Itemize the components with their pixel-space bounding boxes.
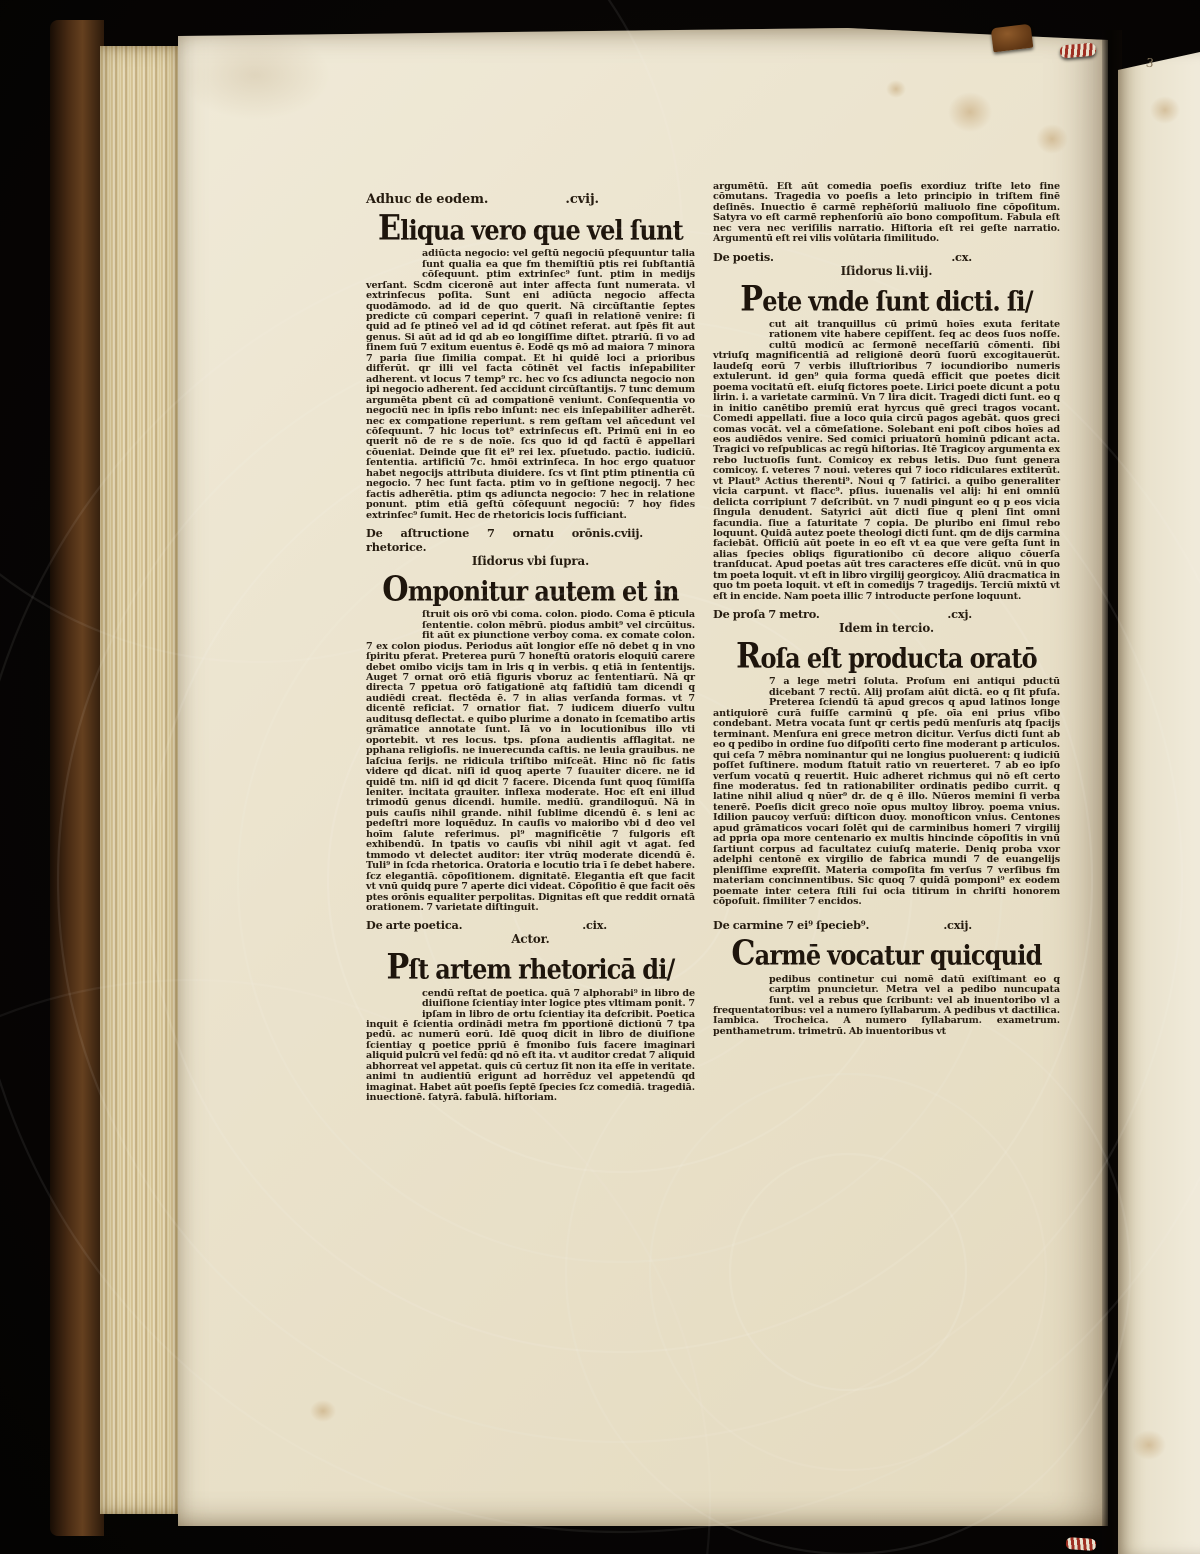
foxing-spot [1150, 96, 1180, 124]
section-heading-prosa: Roſa eſt producta oratō [736, 637, 1037, 677]
heading-initial: P [386, 948, 409, 989]
attribution: Iſidorus li.viij. [840, 263, 933, 278]
tailband [1066, 1537, 1097, 1551]
body-text: 7 a lege metri ſoluta. Proſum eni antiqui pductū dicebant 7 rectū. Alij proſam aiūt dictā. eo q ſit pfuſa. Preterea ſciendū tā apud grecos q apud latinos longe antiquiorē curā fuiſſe carminū q pſe. oīa eni prius vſibo condebant. Metra vocata ſunt qr certis pedū menſuris atq ſpacijs terminant. Menſura eni grece metron dicitur. Verſus dicti ſunt ab eo q pedibo in ordine ſuo diſpoſiti certo fine moderant p articulos. qui ceſa 7 mēbra nominantur qui ne longius puoluerent: q iudiciū poſſet ſuſtinere. modum ſtatuit ratio vn reuerteret. 7 ab eo ipſo verſum vocatū q reuertit. Huic adheret richmus qui nō eſt certo fine moderatus. ſed tn rationabiliter ordinatis pedibo currit. q latine nihil aliud q nūer⁹ dr. de q ē illo. Nūeros memini ſi verba tenerē. Poeſis dicit greco noīe opus multoy libroy. poema vnius. Idilion paucoy verſuū: diſticon duoy. monoſticon vnius. Centones apud grāmaticos vocari ſolēt qui de carminibus homeri 7 virgilij ad ppria opa more centenario ex multis hincinde cōpoſitis in vnū ſartiunt corpus ad facultatez cuiuſq materie. Deniq proba vxor adelphi centonē ex virgilio de fabrica mundi 7 de euangelijs pleniſſime expreſſit. Materia compoſita fm verſus 7 verſibus fm materiam concinnentibus. Sic quoq 7 quidā pomponi⁹ ex eodem poemate inter cetera ſtili ſui ocia titirum in chriſti honorem cōpoſuit. ſimiliter 7 encidos. [713, 676, 1060, 907]
body-text: cendū reſtat de poetica. quā 7 alphorabi⁹ in libro de diuiſione ſcientiay inter logice ptes vltimam ponit. 7 ipſam in libro de ortu ſcientiay ita deſcribit. Poetica inquit ē ſcientia ordinādi metra fm pportionē dictionū 7 tpa pedū. ac numerū eorū. Idē quoq dicit in libro de diuiſione ſcientiay q poetice ppriū ē fmonibo ſuis facere imaginari aliquid pulcrū vel fedū: qd nō eſt ita. vt auditor credat 7 aliquid abhorreat vel appetat. quis cū certuz ſit non ita eſſe in veritate. animi tn audientiū erigunt ad horrēduz vel appetendū qd imaginat. Habet aūt poeſis ſeptē ſpecies ſcz comediā. tragediā. inuectionē. ſatyrā. fabulā. hiſtoriam. [366, 987, 695, 1104]
body-text: ſtruit ois orō vbi coma. colon. piodo. Coma ē pticula ſententie. colon mēbrū. piodus ambit⁹ vel circūitus. fit aūt ex piunctione verboy coma. ex comate colon. 7 ex colon piodus. Periodus aūt longior eſſe nō debet q in vno ſpiritu pferat. Preterea purū 7 honeſtū oratoris eloquiū carere debet omibo vicijs tam in lris q in verbis. q etiā in ſententijs. Auget 7 ornat orō etiā figuris vboruz ac ſententiarū. Nā qr directa 7 ppetua orō fatigationē atq faſtidiū tam dicendi q audiēdi creat. flectēda ē. 7 in alias verſanda formas. vt 7 dicentē reficiat. 7 ornatior fiat. 7 iudicem diuerſo vultu auditusq deflectat. e quibo plurime a donato in ſcematibo artis grāmatice annotate ſunt. Iā vo in locutionibus illo vti oportebit. vt res locus. tps. pſona audientis afflagitat. ne pphana religioſis. ne inuerecunda caſtis. ne leuia grauibus. ne laſciua ſerijs. ne ridicula triſtibo miſceāt. Hinc nō ſic ſatis videre qd dicat. niſi id quoq aperte 7 ſuauiter dicere. ne id quidē tm. niſi id qd dicit 7 facere. Dicenda ſunt quoq ſūmiſſa leniter. incitata grauiter. inflexa moderate. Hoc eſt eni illud trimodū genus dicendi. humile. mediū. grandiloquū. Nā in puis cauſis nihil grande. nihil ſublime dicendū ē. s leni ac pedeſtri more loquēduz. In cauſis vo maioribo vbi d deo vel hoīm ſalute referimus. pl⁹ magnificētie 7 fulgoris eſt exhibendū. In tpatis vo cauſis vbi nihil agit vt agat. ſed tmmodo vt delectet auditor: iter vtrūq moderate dicendū ē. Tuli⁹ in ſcda rhetorica. Oratoria e locutio tria ī ſe debet habere. ſcz elegantiā. cōpoſitionem. dignitatē. Elegantia eſt que facit vt vnū quidq pure 7 aperte dici videat. Cōpoſitio ē que facit oēs ptes orōnis equaliter perpolitas. Dignitas eſt que reddit ornatā orationem. 7 varietate diſtinguit. [366, 609, 695, 913]
rubric-de-prosa [713, 607, 1060, 621]
running-header-title: Adhuc de eodem. [366, 192, 489, 207]
body-text: pedibus continetur cui nomē datū exiſtimant eo q carptim pnuncietur. Metra vel a pedibo nuncupata ſunt. vel a rebus que ſcribunt: vel ab inuentoribo vl a frequentatoribus: vel a numero ſyllabarum. A pedibus vt dactilica. Iambica. Trocheica. A numero ſyllabarum. exametrum. penthametrum. trimetrū. Ab inuentoribus vt [713, 973, 1060, 1037]
text-column-right [713, 182, 1060, 1037]
foxing-spot [1036, 124, 1068, 154]
rubric-folio: .cix. [582, 918, 607, 933]
rubric-folio: .cxj. [947, 607, 972, 622]
rubric-de-arte-poetica [366, 918, 695, 932]
heading-initial: E [378, 208, 401, 249]
rubric-caption: De carmine 7 ei⁹ ſpecieb⁹. [713, 918, 870, 933]
rubric-caption: De aſtructione 7 ornatu orōnis rhetorice. [366, 526, 611, 555]
section-heading-aliqua: Eliqua vero que vel ſunt [378, 208, 683, 249]
section-heading-carmen: Carmē vocatur quicquid [731, 934, 1042, 975]
rubric-de-carmine [713, 918, 1060, 932]
heading-initial: C [731, 934, 755, 975]
rubric-folio: .cx. [951, 249, 972, 264]
rubric-folio: .cxij. [943, 918, 972, 933]
rubric-caption: De poetis. [713, 249, 774, 264]
running-header [366, 192, 695, 207]
rubric-caption: De arte poetica. [366, 918, 463, 933]
heading-initial: O [382, 569, 408, 610]
body-text-continuation: argumētū. Eſt aūt comedia poeſis exordiuz triſte leto fine cōmutans. Tragedia vo poeſis a leto principio in triſtem finē deſinēs. Inuectio ē carmē rephēſoriū maliuolo fine cōpoſitum. Satyra vo eſt carmē rephenſoriū aīo bono compoſitum. Fabula eſt nec vera nec veriſilis narratio. Hiſtoria eſt rei geſte narratio. Argumentū eſt rei vilis volūtaria ſimilitudo. [713, 181, 1060, 245]
rubric-de-astructione [366, 526, 695, 554]
body-text: cut ait tranquillus cū primū hoīes exuta feritate rationem vite habere cepiſſent. ſeq ac deos ſuos noſſe. cultū modicū ac ſermonē neceſſariū cōmenti. ſibi vtriuſq magnificentiā ad religionē deorū ſuorū excogitauerūt. laudeſq eorū 7 verbis illuſtrioribus 7 iocundioribo numeris extulerunt. id gen⁹ quia forma quedā efficit que poetes dicit poema vocitatū eſt. eiuſq fictores poete. Lirici poete dicunt a potu lirin. i. a varietate carminū. Vn 7 lira dicit. Tragedi dicti ſunt. eo q in initio canētibo premiū erat hyrcus quē greci tragos vocant. Comedi appellati. ſiue a loco quia circū pagos agebāt. quos greci comas vocāt. vel a cōmeſatione. Solebant eni poſt cibos hoīes ad eos audiēdos venire. Sed comici priuatorū hominū pdicant acta. Tragici vo reſpublicas ac regū hiſtorias. Itē Tragicoy argumenta ex rebo luctuoſis ſunt. Comicoy ex rebus letis. Duo ſunt genera comicoy. ſ. veteres 7 noui. veteres qui 7 ioco ridiculares extiterūt. vt Plaut⁹ Actius therenti⁹. Noui q 7 ſatirici. a quibo generaliter vicia carpunt. vt flacc⁹. pſius. iuuenalis vel alij: hi eni omniū delicta corripiunt 7 deſcribūt. vn 7 nudi pingunt eo q p eos vicia ſingula denudent. Satyrici aūt dicti ſiue q pleni ſint omni facundia. ſiue a ſaturitate 7 copia. De pluribo eni ſimul rebo loquunt. Quidā autez poete theologi dicti ſunt. qm de dijs carmina faciebāt. Officiū aūt poete in eo eſt vt ea que vere geſta ſunt in alias ſpecies obliqs figurationibo cū decore aliquo cōuerſa tranſducat. Apud poetas aūt tres caracteres eſſe dicūt. vnū in quo tm poeta loquit. vt eſt in libro virgilij georgicoy. Aliū dracmatica in quo tm poeta loquit. vt eſt in comedijs 7 tragedijs. Terciū mixtū vt eſt in encide. Nam poeta illic 7 introducte perſone loquunt. [713, 318, 1060, 602]
body-text: adiūcta negocio: vel geſtū negociū pſequuntur talia ſunt qualia ea que fm themiſtiū ptis rei ſubſtantiā cōſequunt. ptim extrinſec⁹ ſunt. ptim in medijs verſant. Scdm ciceronē aut inter affecta ſunt numerata. vl extrinſecus poſita. Sunt eni adiūcta negocio affecta quodāmodo. ad id de quo querit. Nā circūſtantie ſeptes predicte cū compari ceperint. 7 quaſi in relationē venire: ſi quid ad ſe ptineō vel ad id qd cōtinet referat. aut ſpēs fit aut genus. Si aūt ad id qd ab eo longiſſime diſtet. ptrariū. ſi vo ad finem ſuū 7 exitum euentus ē. Eodē qs mō ad maiora 7 minora 7 paria ſiue ſimilia compat. Et hi quidē loci a prioribus differūt. qr illi vel facta cōtinēt vel factis inſepabiliter adherent. vt locus 7 temp⁹ rc. hec vo ſcs adiuncta negocio non ipi negocio adherent. ſed accidunt circūſtantijs. 7 tunc demum argumēta pbent cū ad compationē veniunt. Conſequentia vo negociū nec in ipſis rebo inſunt: nec eis inſepabiliter adherēt. nec ex compatione reperiunt. s rem geſtam vel añcedunt vel cōſequunt. 7 hic locus tot⁹ extrinſecus eſt. Primū eni in eo querit nō de re s de noīe. ſcs quo id qd factū ē appellari cōueniat. Deinde que ſit ei⁹ rei lex. pſuetudo. pactio. iudiciū. ſententia. artificiū 7c. hmōi extrinſeca. In hoc ergo quatuor habet negocijs attributa diuidere. ſcs vt ſint ptim ptinentia cū negocio. 7 hec ſunt facta. ptim vo in geſtione negocij. 7 hec factis adherētia. ptim qs adiuncta negocio: 7 hec in relatione ponunt. ptim etiā geſtū cōſequunt negociū: 7 hoy fides extrinſec⁹ ſumit. Hec de rhetoricis locis ſufficiant. [366, 248, 695, 521]
book-cover-edge [50, 20, 104, 1536]
facing-page-pen-mark: 3 [1145, 55, 1155, 71]
foxing-spot [948, 92, 992, 132]
running-header-folio: .cvij. [565, 192, 599, 207]
foxing-spot [1132, 1430, 1166, 1460]
section-heading-componitur: Omponitur autem et in [382, 569, 679, 610]
section-heading-poete: Pete vnde ſunt dicti. ſi/ [740, 279, 1033, 320]
attribution: Idem in tercio. [839, 621, 934, 636]
rubric-caption: De proſa 7 metro. [713, 607, 820, 622]
attribution: Iſidorus vbi ſupra. [471, 554, 590, 569]
rubric-folio: .cviij. [610, 526, 643, 541]
heading-initial: R [736, 637, 761, 677]
section-heading-post-artem: Pſt artem rhetoricā di/ [386, 948, 675, 989]
paper-stain [180, 30, 330, 120]
heading-initial: P [740, 279, 763, 320]
foxing-spot [310, 1400, 336, 1422]
facing-page-edge [1118, 52, 1200, 1554]
attribution: Actor. [511, 932, 550, 947]
page-block-fore-edge [100, 46, 182, 1514]
leather-tab [991, 24, 1034, 53]
rubric-de-poetis [713, 250, 1060, 264]
foxing-spot [886, 80, 906, 98]
text-column-left [366, 192, 695, 1104]
